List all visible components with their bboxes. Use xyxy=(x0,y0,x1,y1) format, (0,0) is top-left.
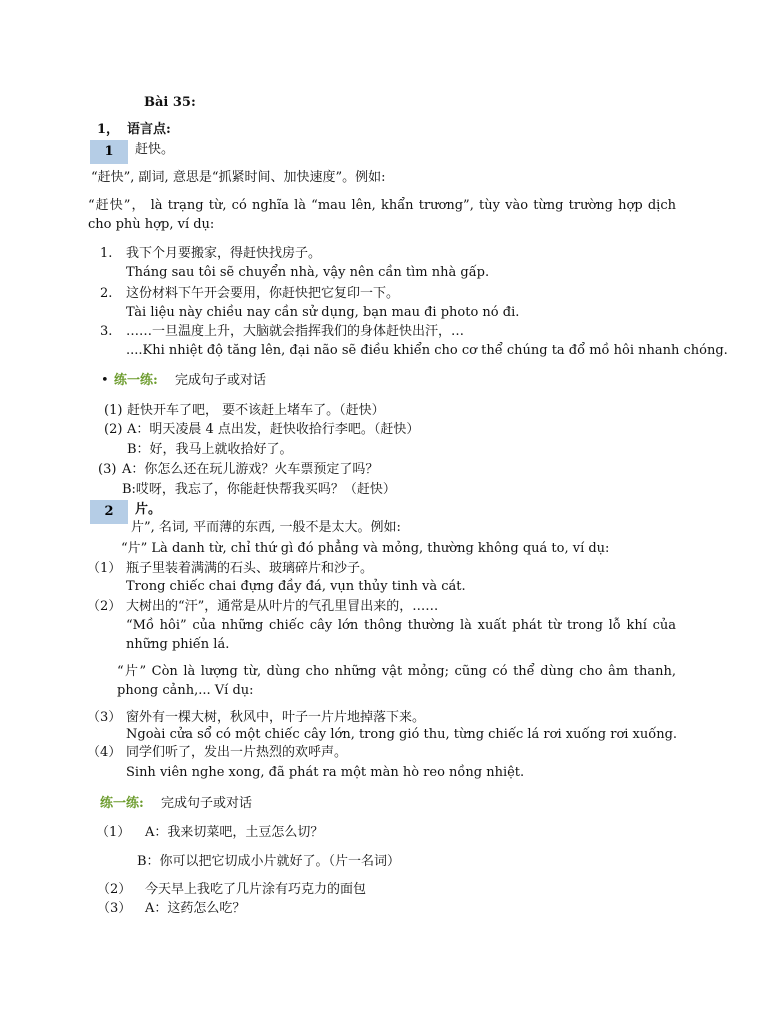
exercise-text: A：我来切菜吧，土豆怎么切？ xyxy=(145,825,324,840)
exercise-text: A：明天凌晨 4 点出发，赶快收拾行李吧。（赶快） xyxy=(127,422,420,437)
bullet: • xyxy=(101,373,109,388)
exercise-number: (1) xyxy=(104,403,123,418)
exercise-text: A：你怎么还在玩儿游戏？火车票预定了吗？ xyxy=(122,462,379,477)
point-title: 赶快。 xyxy=(135,142,175,157)
example-vi: Sinh viên nghe xong, đã phát ra một màn hò reo nồng nhiệt. xyxy=(126,765,525,780)
lesson-title: Bài 35: xyxy=(144,95,196,110)
example-vi: Tháng sau tôi sẽ chuyển nhà, vậy nên cần tìm nhà gấp. xyxy=(126,265,490,280)
exercise-text: A：这药怎么吃？ xyxy=(145,901,246,916)
example-cn: ……一旦温度上升，大脑就会指挥我们的身体赶快出汗，… xyxy=(126,324,465,339)
definition-cn: 片”, 名词, 平而薄的东西, 一般不是太大。例如: xyxy=(131,520,401,535)
exercise-number: （1） xyxy=(96,825,131,840)
practice-label: 练一练: xyxy=(114,373,158,388)
example-number: 2. xyxy=(100,286,113,301)
practice-instruction: 完成句子或对话 xyxy=(161,796,253,811)
exercise-number: (2) xyxy=(104,422,123,437)
example-cn: 大树出的“汗”，通常是从叶片的气孔里冒出来的，…… xyxy=(126,599,439,614)
point-title: 片。 xyxy=(135,502,162,517)
example-vi: ....Khi nhiệt độ tăng lên, đại não sẽ điều khiển cho cơ thể chúng ta đổ mồ hôi nhanh chóng. xyxy=(126,343,728,358)
example-vi: Tài liệu này chiều nay cần sử dụng, bạn mau đi photo nó đi. xyxy=(126,305,520,320)
exercise-text: B：你可以把它切成小片就好了。（片一名词） xyxy=(137,854,401,869)
section-number: 1， xyxy=(97,122,120,137)
exercise-text: B:哎呀，我忘了，你能赶快帮我买吗？（赶快） xyxy=(122,482,396,497)
example-number: （2） xyxy=(87,599,122,614)
example-cn: 窗外有一棵大树，秋风中，叶子一片片地掉落下来。 xyxy=(126,710,426,725)
practice-instruction: 完成句子或对话 xyxy=(175,373,267,388)
point-badge: 1 xyxy=(90,140,128,164)
example-cn: 同学们听了，发出一片热烈的欢呼声。 xyxy=(126,745,348,760)
definition-vi: “赶快”， là trạng từ, có nghĩa là “mau lên, khẩn trương”, tùy vào từng trường hợp dịch cho phù hợp, ví dụ: xyxy=(88,198,676,232)
exercise-text: 赶快开车了吧， 要不该赶上堵车了。（赶快） xyxy=(127,403,385,418)
definition-cn: “赶快”, 副词, 意思是“抓紧时间、加快速度”。例如: xyxy=(91,170,386,185)
section-title: 语言点: xyxy=(127,122,171,137)
example-number: 3. xyxy=(100,324,113,339)
example-vi: Ngoài cửa sổ có một chiếc cây lớn, trong gió thu, từng chiếc lá rơi xuống rơi xuống. xyxy=(126,727,678,742)
definition-vi: “片” Là danh từ, chỉ thứ gì đó phẳng và mỏng, thường không quá to, ví dụ: xyxy=(121,541,610,556)
exercise-text: B：好，我马上就收拾好了。 xyxy=(127,442,293,457)
example-number: （1） xyxy=(87,561,122,576)
example-cn: 这份材料下午开会要用，你赶快把它复印一下。 xyxy=(126,286,400,301)
example-number: （4） xyxy=(87,745,122,760)
point-badge: 2 xyxy=(90,500,128,524)
example-cn: 我下个月要搬家，得赶快找房子。 xyxy=(126,246,322,261)
example-cn: 瓶子里装着满满的石头、玻璃碎片和沙子。 xyxy=(126,561,374,576)
example-number: 1. xyxy=(100,246,113,261)
exercise-text: 今天早上我吃了几片涂有巧克力的面包 xyxy=(145,882,367,897)
example-vi: “Mồ hôi” của những chiếc cây lớn thông thường là xuất phát từ trong lỗ khí của những phiến lá. xyxy=(126,618,676,652)
exercise-number: （2） xyxy=(97,882,132,897)
exercise-number: (3) xyxy=(98,462,117,477)
measure-word-note: “片” Còn là lượng từ, dùng cho những vật mỏng; cũng có thể dùng cho âm thanh, phong cảnh,... Ví dụ: xyxy=(117,664,676,698)
example-vi: Trong chiếc chai đựng đầy đá, vụn thủy tinh và cát. xyxy=(126,579,466,594)
exercise-number: （3） xyxy=(97,901,132,916)
example-number: （3） xyxy=(87,710,122,725)
practice-label: 练一练: xyxy=(100,796,144,811)
